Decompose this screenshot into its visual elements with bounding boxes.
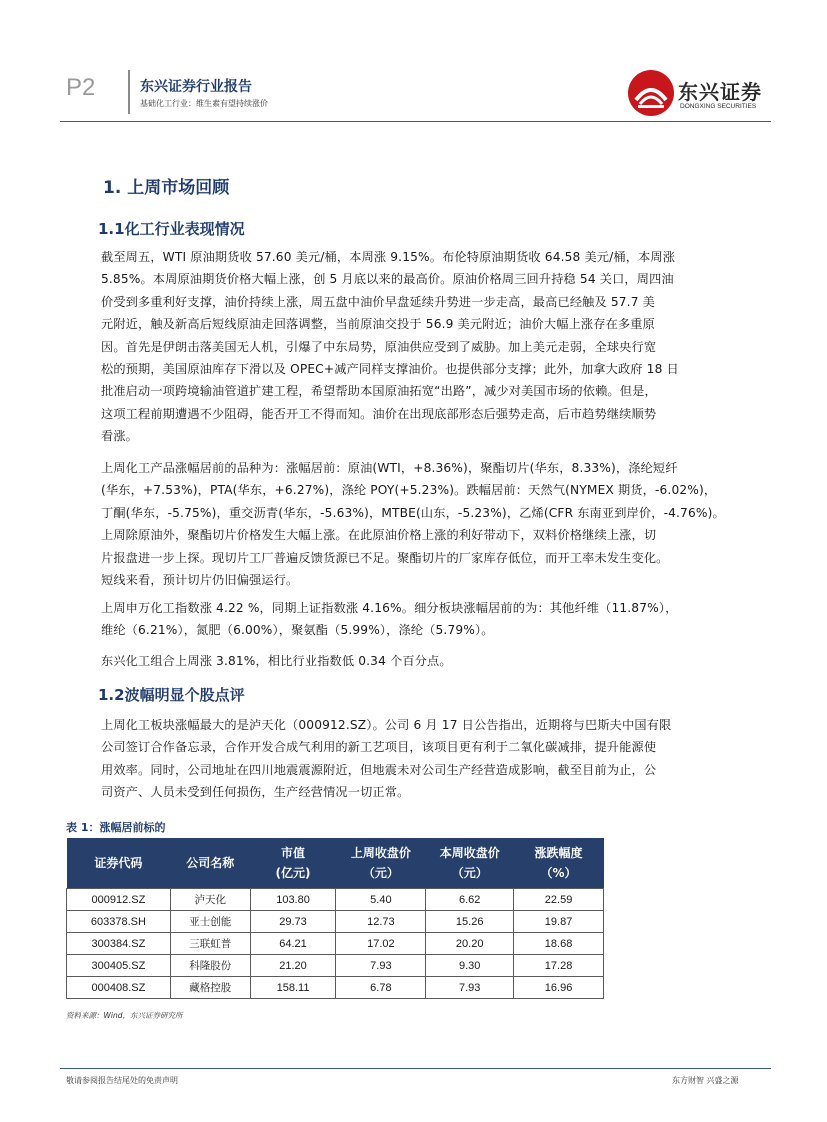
logo-emblem-icon (628, 70, 674, 116)
table-row (67, 911, 604, 933)
cell-name: 三联虹普 (170, 933, 250, 955)
cell-mktcap: 29.73 (250, 911, 336, 933)
cell-code: 000912.SZ (67, 889, 171, 911)
cell-mktcap: 21.20 (250, 955, 336, 977)
cell-change: 19.87 (514, 911, 604, 933)
report-title: 东兴证券行业报告 (140, 79, 252, 95)
col-header-this-close: 本周收盘价 （元） (426, 838, 514, 889)
table-row (67, 955, 604, 977)
col-header-change: 涨跌幅度 （%） (514, 838, 604, 889)
header-rule (60, 121, 771, 122)
cell-code: 603378.SH (67, 911, 171, 933)
cell-mktcap: 158.11 (250, 977, 336, 999)
table-row (67, 977, 604, 999)
paragraph-chem-products: 上周化工产品涨幅居前的品种为：涨幅居前：原油(WTI，+8.36%)，聚酯切片(华东，8.33%)，涤纶短纤 (华东，+7.53%)，PTA(华东，+6.27%)，涤纶 POY(+5.23%)。跌幅居前：天然气(NYMEX 期货，-6.02%)， 丁酮(华东，-5.75%)，重交沥青(华东，-5.63%)，MTBE(山东，-5.23%)，乙烯(CFR 东南亚到岸价，-4.76%)。 上周除原油外，聚酯切片价格发生大幅上涨。在此原油价格上涨的利好带动下，双料价格继续上涨，切 片报盘进一步上探。现切片工厂普遍反馈货源已不足。聚酯切片的厂家库存低位，而开工率未发生变化。 短线来看，预计切片仍旧偏强运行。 (101, 461, 725, 588)
col-header-mktcap: 市值 (亿元) (250, 838, 336, 889)
table-header-row (67, 838, 604, 889)
paragraph-oil-market: 截至周五，WTI 原油期货收 57.60 美元/桶，本周涨 9.15%。布伦特原油期货收 64.58 美元/桶，本周涨 5.85%。本周原油期货价格大幅上涨，创 5 月底以来的最高价。原油价格周三回升持稳 54 关口，周四油 价受到多重利好支撑，油价持续上涨，周五盘中油价早盘延续升势进一步走高，最高已经触及 57.7 美 元附近，触及新高后短线原油走回落调整，当前原油交投于 56.9 美元附近；油价大幅上涨存在多重原 因。首先是伊朗击落美国无人机，引爆了中东局势，原油供应受到了威胁。加上美元走弱，全球央行宽 松的预期，美国原油库存下滑以及 OPEC+减产同样支撑油价。也提供部分支撑；此外，加拿大政府 18 日 批准启动一项跨境输油管道扩建工程，希望帮助本国原油拓宽“出路”，减少对美国市场的依赖。但是， 这项工程前期遭遇不少阻碍，能否开工不得而知。油价在出现底部形态后强势走高，后市趋势继续顺势 看涨。 (101, 250, 679, 444)
cell-this-close: 7.93 (426, 977, 514, 999)
cell-code: 300405.SZ (67, 955, 171, 977)
col-header-last-close: 上周收盘价 （元） (336, 838, 426, 889)
cell-change: 22.59 (514, 889, 604, 911)
cell-code: 300384.SZ (67, 933, 171, 955)
col-header-code: 证券代码 (67, 838, 171, 889)
cell-change: 18.68 (514, 933, 604, 955)
report-subtitle: 基础化工行业：维生素有望持续涨价 (140, 99, 268, 108)
cell-last-close: 6.78 (336, 977, 426, 999)
cell-mktcap: 103.80 (250, 889, 336, 911)
cell-this-close: 6.62 (426, 889, 514, 911)
col-header-name: 公司名称 (170, 838, 250, 889)
cell-mktcap: 64.21 (250, 933, 336, 955)
table-source-note: 资料来源：Wind，东兴证券研究所 (66, 1011, 183, 1020)
logo-text-cn: 东兴证券 (678, 80, 762, 104)
header-divider (128, 70, 130, 114)
cell-last-close: 7.93 (336, 955, 426, 977)
cell-this-close: 15.26 (426, 911, 514, 933)
cell-this-close: 20.20 (426, 933, 514, 955)
cell-name: 亚士创能 (170, 911, 250, 933)
cell-name: 藏格控股 (170, 977, 250, 999)
subsection-title-stocks: 1.2波幅明显个股点评 (98, 686, 245, 704)
page-number: P2 (66, 74, 96, 101)
logo-text-en: DONGXING SECURITIES (680, 103, 757, 110)
table-row (67, 933, 604, 955)
footer-rule (60, 1068, 771, 1069)
footer-disclaimer: 敬请参阅报告结尾处的免责声明 (66, 1076, 178, 1085)
cell-change: 16.96 (514, 977, 604, 999)
top-gainers-table (66, 838, 604, 999)
cell-this-close: 9.30 (426, 955, 514, 977)
cell-code: 000408.SZ (67, 977, 171, 999)
paragraph-index: 上周申万化工指数涨 4.22 %，同期上证指数涨 4.16%。细分板块涨幅居前的为：其他纤维（11.87%）， 维纶（6.21%），氮肥（6.00%），聚氨酯（5.99%），涤纶（5.79%）。 (101, 601, 678, 638)
cell-name: 泸天化 (170, 889, 250, 911)
paragraph-portfolio: 东兴化工组合上周涨 3.81%，相比行业指数低 0.34 个百分点。 (101, 654, 452, 668)
subsection-title-industry: 1.1化工行业表现情况 (98, 220, 245, 238)
table-row (67, 889, 604, 911)
cell-last-close: 17.02 (336, 933, 426, 955)
cell-name: 科隆股份 (170, 955, 250, 977)
company-logo (628, 70, 768, 118)
section-title: 1. 上周市场回顾 (103, 178, 230, 198)
footer-slogan: 东方财智 兴盛之源 (672, 1076, 739, 1085)
table-caption: 表 1：涨幅居前标的 (66, 821, 166, 834)
cell-last-close: 12.73 (336, 911, 426, 933)
cell-last-close: 5.40 (336, 889, 426, 911)
cell-change: 17.28 (514, 955, 604, 977)
paragraph-stock-comment: 上周化工板块涨幅最大的是泸天化（000912.SZ）。公司 6 月 17 日公告指出，近期将与巴斯夫中国有限 公司签订合作备忘录，合作开发合成气利用的新工艺项目，该项目更有利于二氧化碳减排，提升能源使 用效率。同时，公司地址在四川地震震源附近，但地震未对公司生产经营造成影响，截至目前为止，公 司资产、人员未受到任何损伤，生产经营情况一切正常。 (101, 718, 672, 800)
